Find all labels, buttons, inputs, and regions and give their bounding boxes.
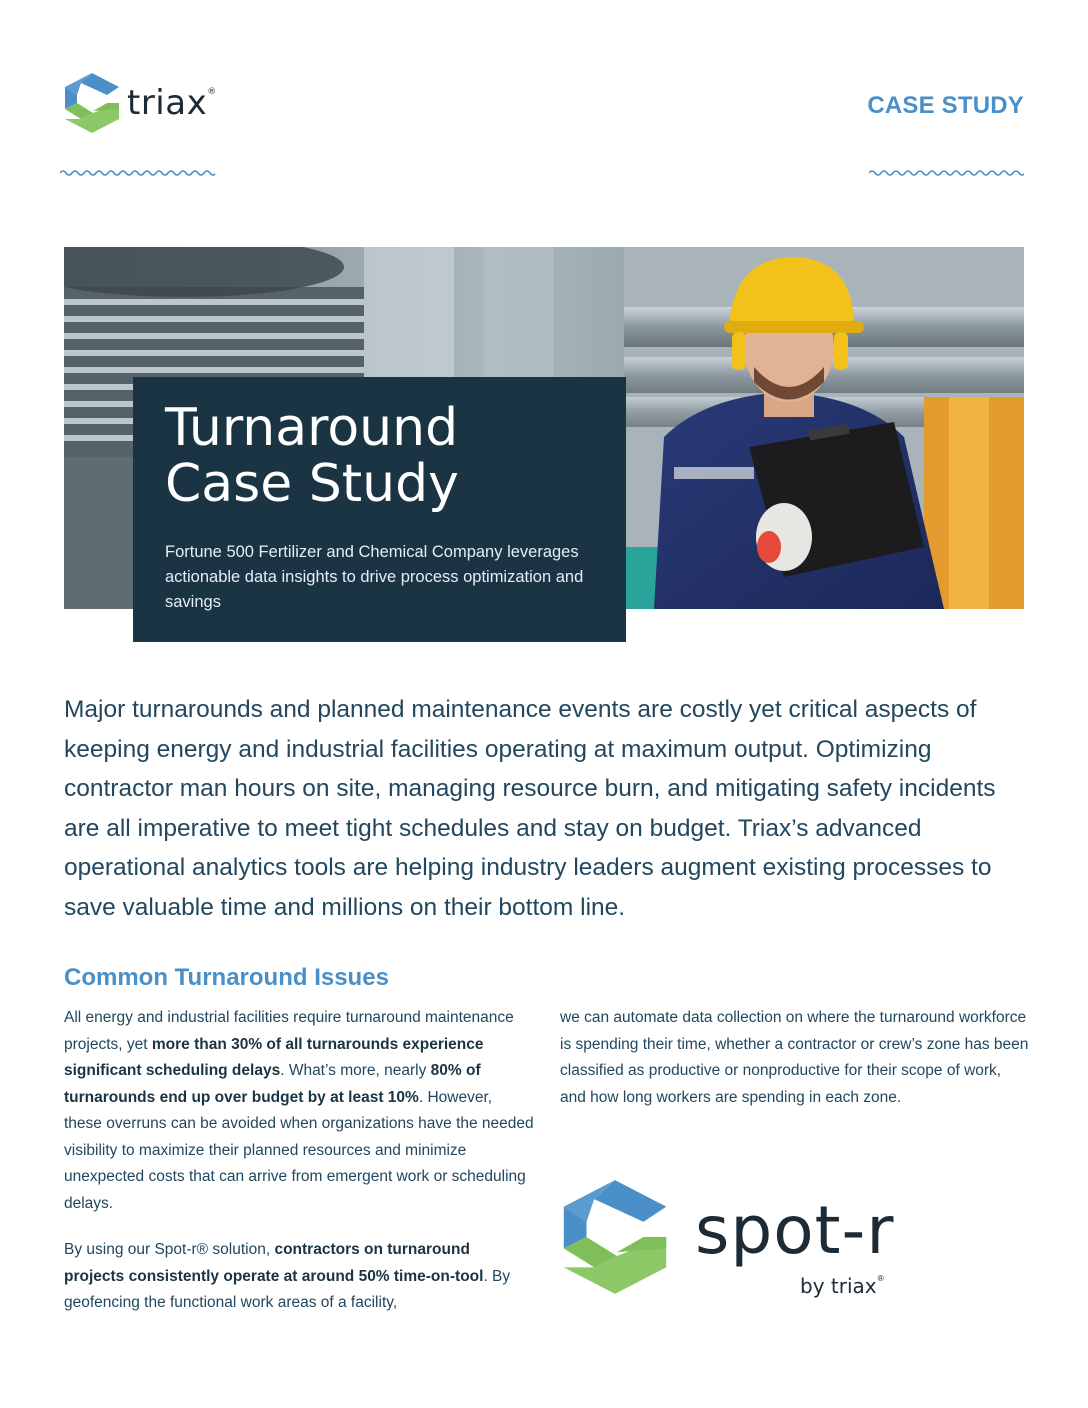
section-title: Common Turnaround Issues [64,964,389,991]
logo-wordmark: triax® [127,83,217,123]
intro-paragraph: Major turnarounds and planned maintenance events are costly yet critical aspects of keeping energy and industrial facilities operating at maximum output. Optimizing contractor man hours on site, managing resource burn, and mitigating safety incidents are all imperative to meet tight schedules and stay on budget. Triax’s advanced operational analytics tools are helping industry leaders augment existing processes to save valuable time and millions on their bottom line. [64,696,996,921]
right-divider [869,168,1024,176]
paragraph-3: we can automate data collection on where the turnaround workforce is spending their time, whether a contractor or crew’s zone has been classified as productive or nonproductive for their scope of work, and how long workers are spending in each zone. [560,1009,1029,1106]
triax-logo [63,73,217,133]
left-column [64,1005,534,1317]
left-divider [60,168,215,176]
by-triax-label: by triax® [800,1274,885,1298]
hero-subtitle: Fortune 500 Fertilizer and Chemical Company leverages actionable data insights to drive process optimization and savings [165,543,584,611]
triax-logo-icon [63,73,121,133]
case-study-label: CASE STUDY [867,92,1024,119]
spot-r-wordmark: spot-r [695,1192,895,1269]
paragraph-2: By using our Spot-r® solution, contractors on turnaround projects consistently operate at around 50% time-on-tool. By geofencing the functional work areas of a facility, [64,1241,511,1311]
right-column [560,1005,1030,1111]
hero-title: Turnaround Case Study [165,398,459,514]
paragraph-1: All energy and industrial facilities require turnaround maintenance projects, yet more than 30% of all turnarounds experience significant scheduling delays. What’s more, nearly 80% of turnarounds end up over budget by at least 10%. However, these overruns can be avoided when organizations have the needed visibility to maximize their planned resources and minimize unexpected costs that can arrive from emergent work or scheduling delays. [64,1009,534,1212]
spot-r-logo-icon [560,1178,670,1296]
